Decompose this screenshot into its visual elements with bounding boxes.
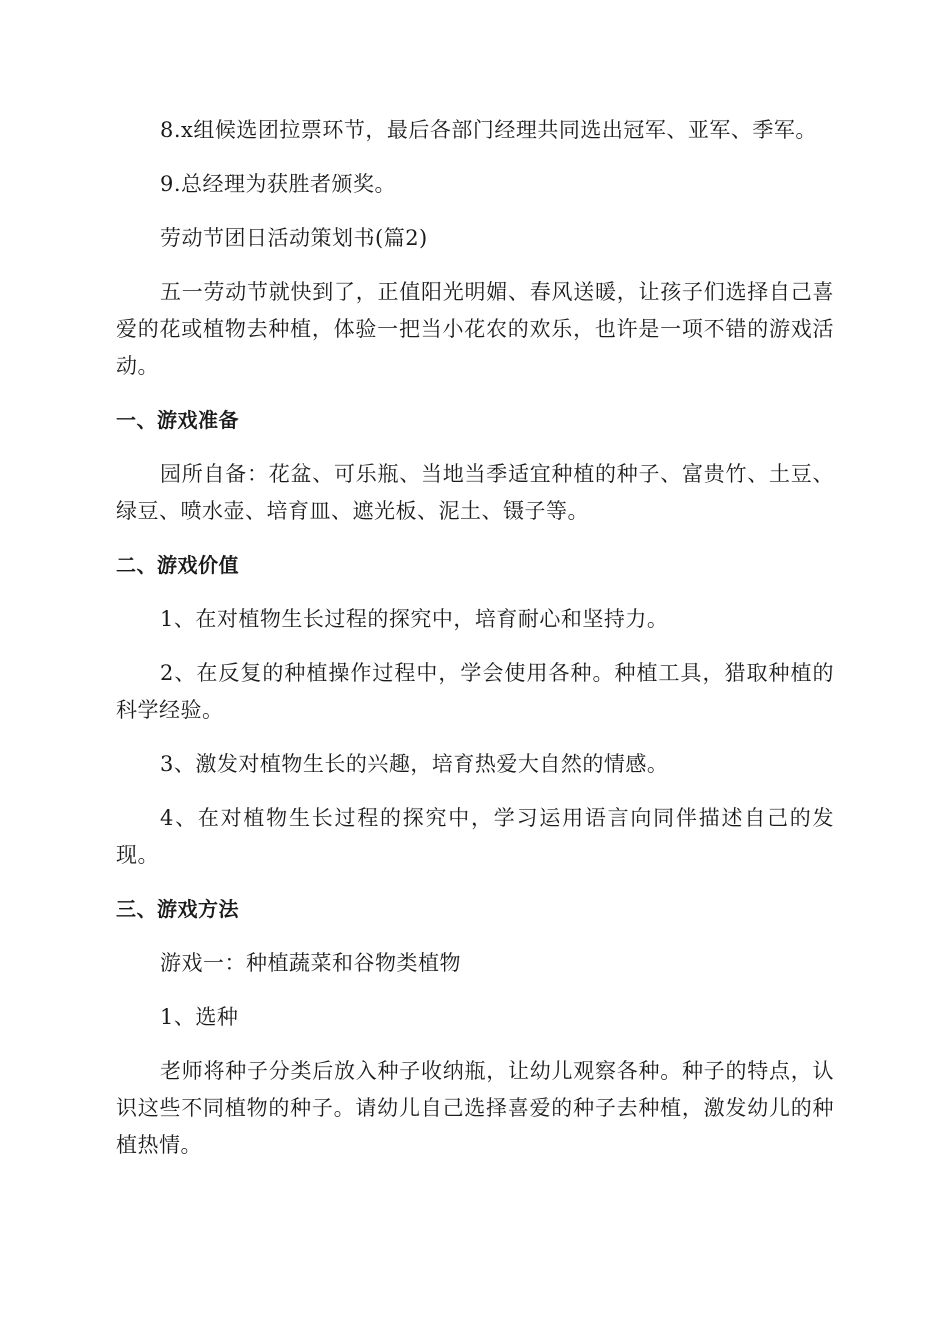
- paragraph-item-9: 9.总经理为获胜者颁奖。: [160, 172, 397, 196]
- game-one-title: 游戏一：种植蔬菜和谷物类植物: [160, 951, 461, 975]
- value-item-2: 2、在反复的种植操作过程中，学会使用各种。种植工具，猎取种植的科学经验。: [116, 661, 834, 722]
- heading-game-preparation: 一、游戏准备: [116, 408, 239, 432]
- seed-selection-paragraph: 老师将种子分类后放入种子收纳瓶，让幼儿观察各种。种子的特点，认识这些不同植物的种子。请幼儿自己选择喜爱的种子去种植，激发幼儿的种植热情。: [116, 1059, 834, 1157]
- preparation-paragraph: 园所自备：花盆、可乐瓶、当地当季适宜种植的种子、富贵竹、土豆、绿豆、喷水壶、培育皿、遮光板、泥土、镊子等。: [116, 462, 834, 523]
- document-page: [116, 112, 834, 1164]
- section-subtitle: 劳动节团日活动策划书(篇2): [160, 226, 428, 250]
- value-item-4: 4、在对植物生长过程的探究中，学习运用语言向同伴描述自己的发现。: [116, 806, 834, 867]
- step-select-seeds: 1、选种: [160, 1005, 239, 1029]
- paragraph-item-8: 8.x组候选团拉票环节，最后各部门经理共同选出冠军、亚军、季军。: [160, 118, 817, 142]
- value-item-3: 3、激发对植物生长的兴趣，培育热爱大自然的情感。: [160, 752, 669, 776]
- heading-game-value: 二、游戏价值: [116, 553, 239, 577]
- intro-paragraph: 五一劳动节就快到了，正值阳光明媚、春风送暖，让孩子们选择自己喜爱的花或植物去种植，体验一把当小花农的欢乐，也许是一项不错的游戏活动。: [116, 280, 834, 378]
- value-item-1: 1、在对植物生长过程的探究中，培育耐心和坚持力。: [160, 607, 669, 631]
- heading-game-method: 三、游戏方法: [116, 897, 239, 921]
